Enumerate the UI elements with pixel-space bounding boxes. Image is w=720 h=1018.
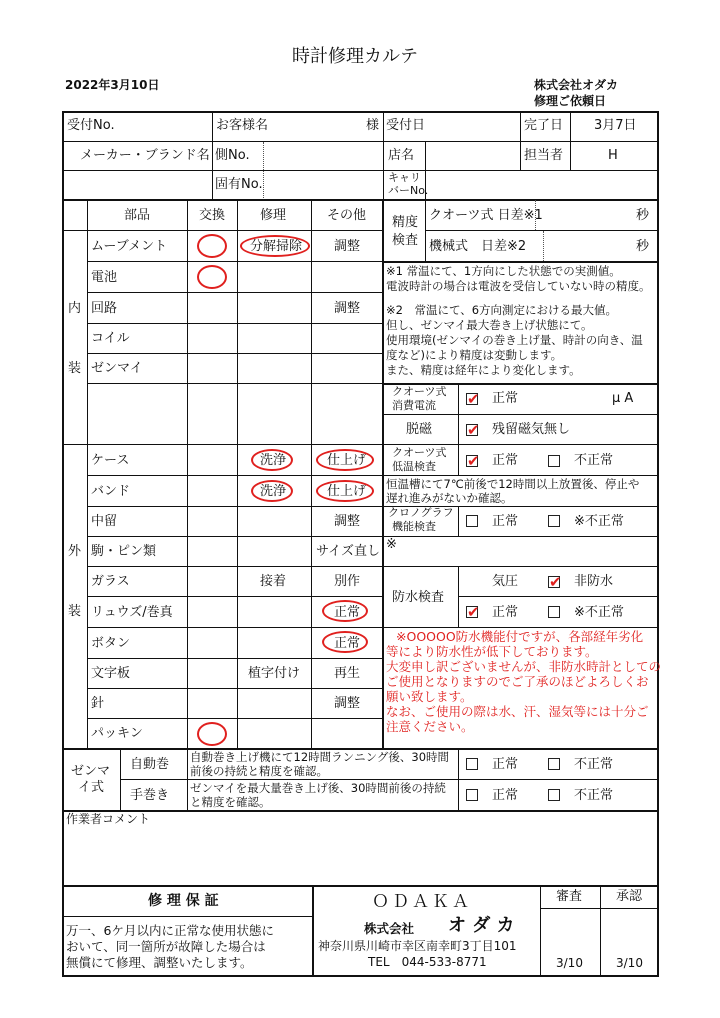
quartz-current-normal-checkbox[interactable] [466, 390, 480, 408]
company-name: 株式会社オダカ [534, 78, 619, 92]
low-temp-abnormal-label: 不正常 [574, 453, 614, 468]
completion-date-value: 3月7日 [594, 118, 637, 133]
part-name: 回路 [91, 301, 118, 316]
part-other: 調整 [334, 301, 361, 316]
quartz-current-label-1: クオーツ式 [392, 385, 447, 398]
divider [212, 111, 213, 199]
exchange-mark-battery [197, 265, 227, 289]
chrono-normal-label: 正常 [492, 514, 519, 529]
divider [383, 566, 657, 567]
demagnetize-label: 脱磁 [406, 422, 433, 437]
quartz-current-normal-label: 正常 [492, 391, 519, 406]
manual-abnormal-checkbox[interactable] [548, 789, 560, 801]
quartz-current-unit: μ A [612, 391, 634, 406]
waterproof-abnormal-label: ※不正常 [574, 605, 624, 620]
auto-normal-label: 正常 [492, 757, 519, 772]
reception-date-label: 受付日 [386, 118, 426, 133]
customer-name-label: お客様名 [216, 118, 269, 133]
divider [540, 885, 541, 976]
divider [458, 566, 459, 627]
warranty-title: 修 理 保 証 [148, 893, 219, 909]
frame-right [657, 111, 659, 977]
divider [383, 536, 657, 537]
manual-abnormal-label: 不正常 [574, 788, 614, 803]
part-name: 針 [91, 696, 105, 711]
divider [87, 475, 383, 476]
auto-wind-label: 自動巻 [130, 757, 170, 772]
repair-mark-case-wash [251, 449, 293, 471]
warranty-text-2: おいて、同一箇所が故障した場合は [66, 939, 266, 954]
part-other: 仕上げ [327, 453, 367, 468]
approval-date: 3/10 [616, 956, 643, 970]
divider [62, 444, 658, 445]
waterproof-notice-1: ※OOOOO防水機能付ですが、各部経年劣化 [396, 629, 644, 644]
col-other-header: その他 [327, 208, 367, 223]
low-temp-normal-label: 正常 [492, 453, 519, 468]
part-name: 電池 [91, 270, 118, 285]
mainspring-label-1: ゼンマ [71, 764, 111, 779]
divider [120, 779, 657, 780]
divider [120, 748, 121, 810]
divider [87, 718, 383, 719]
low-temp-note-1: 恒温槽にて7℃前後で12時間以上放置後、停止や [386, 477, 640, 491]
part-other: 正常 [334, 636, 361, 651]
accuracy-label-1: 精度 [392, 215, 419, 230]
air-pressure-label: 気圧 [492, 574, 519, 589]
accuracy-note-1a: ※1 常温にて、1方向にした状態での実測値。 [386, 264, 621, 278]
mainspring-label-2: イ式 [78, 780, 105, 795]
divider [87, 383, 383, 384]
quartz-accuracy-label: クオーツ式 日差※1 [429, 208, 543, 223]
divider [87, 536, 383, 537]
low-temp-label-1: クオーツ式 [392, 446, 447, 459]
frame-bottom [62, 975, 659, 977]
divider [62, 141, 658, 142]
person-in-charge-value: H [608, 148, 618, 163]
dotted-divider [263, 142, 264, 198]
divider [62, 916, 312, 917]
part-name: バンド [91, 484, 131, 499]
divider [520, 111, 521, 171]
document-date: 2022年3月10日 [65, 78, 160, 92]
part-other: 調整 [334, 696, 361, 711]
waterproof-normal-checkbox[interactable] [466, 603, 480, 621]
part-other: 正常 [334, 605, 361, 620]
part-name: 文字板 [91, 666, 131, 681]
worker-comment-label: 作業者コメント [66, 812, 151, 826]
part-name: コイル [91, 331, 130, 346]
non-waterproof-checkbox[interactable] [548, 573, 562, 591]
other-mark-case-finish [316, 449, 374, 471]
non-waterproof-label: 非防水 [574, 574, 614, 589]
divider [87, 323, 383, 324]
part-name: リュウズ/巻真 [91, 605, 173, 620]
divider [311, 199, 312, 748]
divider [87, 658, 383, 659]
caliber-no-label-2: バーNo. [388, 184, 429, 197]
part-name: ゼンマイ [91, 361, 143, 376]
page-title: 時計修理カルテ [292, 46, 418, 67]
divider [570, 111, 571, 171]
part-name: ムーブメント [91, 239, 168, 254]
part-name: パッキン [91, 726, 143, 741]
low-temp-note-2: 遅れ進みがないか確認。 [386, 491, 513, 505]
waterproof-abnormal-checkbox[interactable] [548, 606, 560, 618]
divider [62, 885, 658, 887]
manual-normal-label: 正常 [492, 788, 519, 803]
auto-wind-text-2: 前後の持続と精度を確認。 [190, 764, 328, 778]
part-repair: 洗浄 [260, 453, 287, 468]
reception-no-label: 受付No. [67, 118, 115, 133]
chrono-label-1: クロノグラフ [388, 506, 454, 519]
part-repair: 分解掃除 [250, 239, 303, 254]
warranty-text-1: 万一、6ケ月以内に正常な使用状態に [66, 923, 274, 938]
divider [87, 506, 383, 507]
divider [540, 908, 657, 909]
divider [87, 353, 383, 354]
col-repair-header: 修理 [260, 208, 287, 223]
chrono-abnormal-label: ※不正常 [574, 514, 624, 529]
divider [87, 688, 383, 689]
internal-label-1: 内 [68, 301, 82, 316]
auto-wind-text-1: 自動巻き上げ機にて12時間ランニング後、30時間 [190, 750, 450, 764]
divider [87, 566, 383, 567]
manual-wind-label: 手巻き [130, 788, 170, 803]
part-other: 再生 [334, 666, 361, 681]
waterproof-notice-4: ご使用となりますのでご了承のほどよろしくお [386, 674, 649, 689]
demagnetize-checkbox[interactable] [466, 421, 480, 439]
exchange-mark-gasket [197, 722, 227, 746]
shop-company-prefix: 株式会社 [364, 921, 415, 936]
manual-wind-text-1: ゼンマイを最大量巻き上げ後、30時間前後の持続 [190, 781, 446, 795]
divider [87, 199, 88, 748]
check-mark-icon: ✔ [467, 390, 480, 408]
repair-request-date-label: 修理ご依頼日 [534, 94, 607, 108]
chrono-normal-checkbox[interactable] [466, 515, 478, 527]
part-other: 仕上げ [327, 484, 367, 499]
demagnetize-value: 残留磁気無し [492, 422, 571, 437]
divider [87, 292, 383, 293]
waterproof-label: 防水検査 [392, 590, 445, 605]
low-temp-normal-checkbox[interactable] [466, 452, 480, 470]
accuracy-note-2a: ※2 常温にて、6方向測定における最大値。 [386, 303, 618, 317]
accuracy-note-2b: 但し、ゼンマイ最大巻き上げ状態にて。 [386, 318, 593, 332]
other-mark-button-normal [322, 631, 368, 653]
dotted-divider [543, 231, 544, 261]
approval-stamp-label: 承認 [616, 889, 643, 904]
check-mark-icon: ✔ [467, 603, 480, 621]
divider [382, 199, 384, 749]
auto-abnormal-checkbox[interactable] [548, 758, 560, 770]
divider [187, 748, 188, 810]
shop-brand: ＯＤＡＫＡ [372, 892, 472, 912]
blank-note: ※ [386, 537, 397, 552]
waterproof-notice-3: 大変申し訳ございませんが、非防水時計としての [386, 659, 662, 674]
frame-left [62, 111, 64, 977]
check-mark-icon: ✔ [467, 452, 480, 470]
part-other: 別作 [334, 574, 361, 589]
other-mark-band-finish [316, 480, 374, 502]
divider [312, 885, 314, 976]
accuracy-note-2d: 度など)により精度は変動します。 [386, 348, 563, 362]
internal-label-2: 装 [68, 361, 82, 376]
part-repair: 植字付け [248, 666, 301, 681]
divider [87, 596, 383, 597]
caliber-no-label-1: キャリ [388, 171, 421, 184]
warranty-text-3: 無償にて修理、調整いたします。 [66, 955, 253, 970]
low-temp-abnormal-checkbox[interactable] [548, 455, 560, 467]
mechanical-accuracy-unit: 秒 [636, 239, 650, 254]
divider [458, 596, 657, 597]
waterproof-notice-2: 等により防水性が低下しております。 [386, 644, 598, 659]
chrono-abnormal-checkbox[interactable] [548, 515, 560, 527]
divider [62, 199, 658, 201]
part-name: ガラス [91, 574, 130, 589]
external-label-2: 装 [68, 604, 82, 619]
divider [383, 414, 657, 415]
part-name: ボタン [91, 636, 131, 651]
check-mark-icon: ✔ [549, 573, 562, 591]
completion-date-label: 完了日 [524, 118, 564, 133]
manual-normal-checkbox[interactable] [466, 789, 478, 801]
part-other: 調整 [334, 239, 361, 254]
part-other: 調整 [334, 514, 361, 529]
part-repair: 接着 [260, 574, 287, 589]
low-temp-label-2: 低温検査 [392, 460, 436, 473]
divider [237, 199, 238, 748]
inspection-date: 3/10 [556, 956, 583, 970]
honorific: 様 [366, 118, 380, 133]
person-in-charge-label: 担当者 [524, 148, 564, 163]
divider [425, 230, 657, 231]
repair-mark-band-wash [251, 480, 293, 502]
part-repair: 洗浄 [260, 484, 287, 499]
accuracy-note-2c: 使用環境(ゼンマイの巻き上げ量、時計の向き、温 [386, 333, 643, 347]
shop-address: 神奈川県川崎市幸区南幸町3丁目101 [318, 939, 517, 953]
exchange-mark-movement [197, 234, 227, 258]
inspection-stamp-label: 審査 [556, 889, 583, 904]
waterproof-notice-6: なお、ご使用の際は水、汗、湿気等には十分ご [386, 704, 649, 719]
chrono-label-2: 機能検査 [392, 520, 436, 533]
divider [458, 383, 459, 475]
serial-no-label: 固有No. [215, 177, 263, 192]
waterproof-notice-5: 願い致します。 [386, 689, 473, 704]
part-name: 中留 [91, 514, 118, 529]
repair-mark-overhaul [240, 235, 310, 257]
col-parts-header: 部品 [124, 208, 151, 223]
divider [62, 810, 658, 812]
case-no-label: 側No. [215, 148, 250, 163]
part-name: ケース [91, 453, 130, 468]
waterproof-normal-label: 正常 [492, 605, 519, 620]
mechanical-accuracy-label: 機械式 日差※2 [429, 239, 527, 254]
divider [62, 170, 658, 171]
divider [383, 261, 657, 263]
store-name-label: 店名 [388, 148, 415, 163]
divider [383, 111, 384, 199]
divider [600, 885, 601, 976]
part-other: サイズ直し [316, 544, 380, 559]
accuracy-note-1b: 電波時計の場合は電波を受信していない時の精度。 [386, 279, 651, 293]
col-exchange-header: 交換 [199, 208, 226, 223]
shop-company-name: オ ダ カ [448, 915, 515, 936]
divider [62, 230, 383, 231]
divider [187, 199, 188, 748]
part-name: 駒・ピン類 [91, 544, 157, 559]
quartz-accuracy-unit: 秒 [636, 208, 650, 223]
auto-normal-checkbox[interactable] [466, 758, 478, 770]
accuracy-note-2e: また、精度は経年により変化します。 [386, 363, 581, 377]
divider [458, 748, 459, 810]
manual-wind-text-2: と精度を確認。 [190, 795, 271, 809]
divider [383, 475, 657, 476]
waterproof-notice-7: 注意ください。 [386, 719, 474, 734]
other-mark-crown-normal [322, 600, 368, 622]
divider [458, 506, 459, 536]
check-mark-icon: ✔ [467, 421, 480, 439]
maker-brand-label: メーカー・ブランド名 [80, 148, 210, 163]
external-label-1: 外 [68, 544, 82, 559]
accuracy-label-2: 検査 [392, 233, 419, 248]
divider [87, 261, 383, 262]
shop-tel: TEL 044-533-8771 [368, 955, 487, 969]
quartz-current-label-2: 消費電流 [392, 399, 436, 412]
divider [87, 627, 383, 628]
divider [383, 627, 657, 628]
auto-abnormal-label: 不正常 [574, 757, 614, 772]
